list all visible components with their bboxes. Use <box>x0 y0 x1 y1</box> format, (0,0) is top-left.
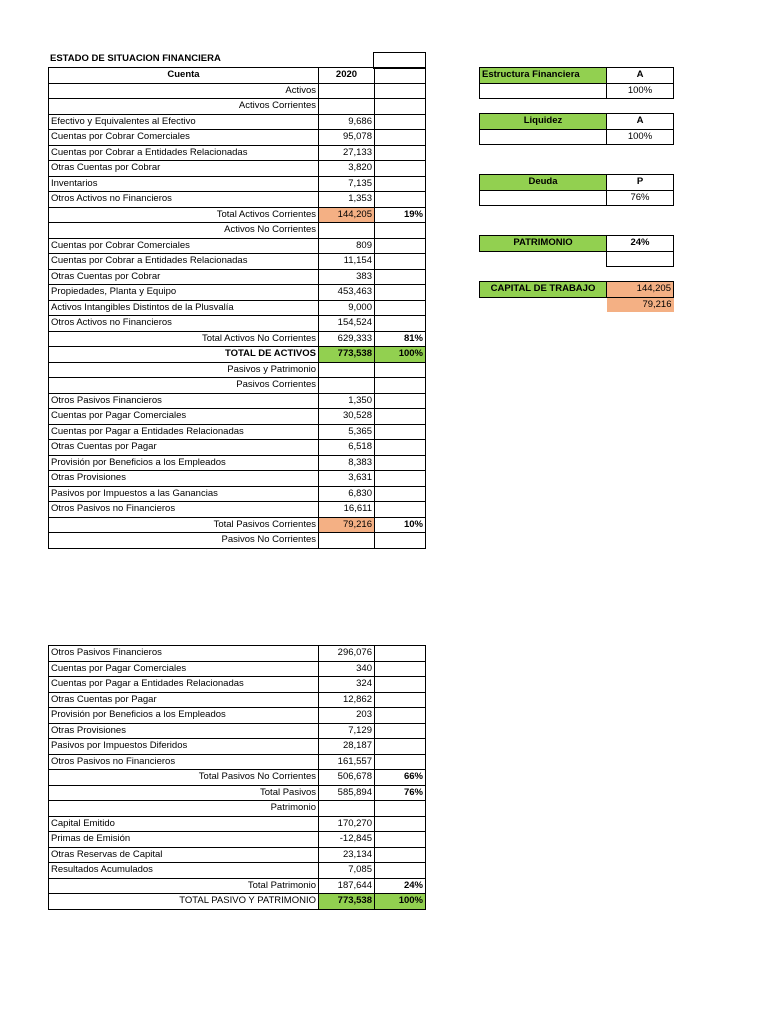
row-label: Otras Cuentas por Pagar <box>49 692 319 708</box>
table-row <box>49 114 426 130</box>
row-percent <box>375 661 426 677</box>
table-row <box>49 692 426 708</box>
row-percent <box>375 502 426 518</box>
estructura-value: 100% <box>607 83 674 99</box>
row-value <box>319 83 375 99</box>
table-row <box>49 801 426 817</box>
row-percent <box>375 378 426 394</box>
row-label: Total Activos Corrientes <box>49 207 319 223</box>
row-value: 3,820 <box>319 161 375 177</box>
row-percent <box>375 393 426 409</box>
row-value: 161,557 <box>319 754 375 770</box>
row-percent <box>375 83 426 99</box>
row-value: -12,845 <box>319 832 375 848</box>
row-percent <box>375 832 426 848</box>
row-percent <box>375 409 426 425</box>
table-row <box>49 99 426 115</box>
row-percent: 100% <box>375 894 426 910</box>
ratio-deuda <box>479 174 674 206</box>
row-value: 16,611 <box>319 502 375 518</box>
row-percent <box>375 486 426 502</box>
table-row <box>49 646 426 662</box>
patrimonio-value: 24% <box>607 236 674 252</box>
table-row <box>49 770 426 786</box>
table-row <box>49 440 426 456</box>
row-percent <box>375 471 426 487</box>
row-value: 585,894 <box>319 785 375 801</box>
row-percent: 76% <box>375 785 426 801</box>
table-row <box>49 393 426 409</box>
table-row <box>49 269 426 285</box>
row-percent <box>375 816 426 832</box>
table-row <box>49 677 426 693</box>
row-value: 324 <box>319 677 375 693</box>
row-percent <box>375 723 426 739</box>
row-label: Propiedades, Planta y Equipo <box>49 285 319 301</box>
row-percent <box>375 754 426 770</box>
estructura-code: A <box>607 68 674 84</box>
table-row <box>49 894 426 910</box>
row-percent <box>375 238 426 254</box>
liquidez-code: A <box>607 114 674 130</box>
capital-label: CAPITAL DE TRABAJO <box>480 282 607 298</box>
row-percent <box>375 863 426 879</box>
row-value: 296,076 <box>319 646 375 662</box>
row-label: Total Patrimonio <box>49 878 319 894</box>
table-row <box>49 83 426 99</box>
row-label: Inventarios <box>49 176 319 192</box>
row-value: 773,538 <box>319 894 375 910</box>
table-row <box>49 832 426 848</box>
row-label: Otras Cuentas por Pagar <box>49 440 319 456</box>
row-value <box>319 801 375 817</box>
row-value: 5,365 <box>319 424 375 440</box>
table-row <box>49 517 426 533</box>
row-percent <box>375 269 426 285</box>
row-label: Activos Corrientes <box>49 99 319 115</box>
table-row <box>49 533 426 549</box>
row-label: Total Pasivos No Corrientes <box>49 770 319 786</box>
row-percent <box>375 130 426 146</box>
row-value: 30,528 <box>319 409 375 425</box>
row-label: Total Pasivos Corrientes <box>49 517 319 533</box>
row-label: Cuentas por Cobrar a Entidades Relacionadas <box>49 145 319 161</box>
row-label: Pasivos por Impuestos Diferidos <box>49 739 319 755</box>
row-label: Efectivo y Equivalentes al Efectivo <box>49 114 319 130</box>
row-label: Cuentas por Pagar Comerciales <box>49 409 319 425</box>
statement-table-top <box>48 67 426 549</box>
row-value: 7,135 <box>319 176 375 192</box>
row-label: Cuentas por Cobrar a Entidades Relacionadas <box>49 254 319 270</box>
row-value: 95,078 <box>319 130 375 146</box>
row-label: Activos <box>49 83 319 99</box>
row-value: 9,686 <box>319 114 375 130</box>
row-label: Activos No Corrientes <box>49 223 319 239</box>
row-percent <box>375 677 426 693</box>
table-row <box>49 708 426 724</box>
row-percent <box>375 161 426 177</box>
row-value: 28,187 <box>319 739 375 755</box>
row-label: Total Pasivos <box>49 785 319 801</box>
row-percent <box>375 145 426 161</box>
row-percent <box>375 424 426 440</box>
row-value: 144,205 <box>319 207 375 223</box>
row-label: Otros Activos no Financieros <box>49 316 319 332</box>
row-label: Cuentas por Pagar a Entidades Relacionadas <box>49 677 319 693</box>
row-label: Otros Pasivos Financieros <box>49 646 319 662</box>
row-percent <box>375 99 426 115</box>
row-value <box>319 378 375 394</box>
table-row <box>49 455 426 471</box>
row-value: 340 <box>319 661 375 677</box>
table-row <box>49 316 426 332</box>
row-value: 383 <box>319 269 375 285</box>
table-row <box>49 254 426 270</box>
table-row <box>49 409 426 425</box>
table-row <box>49 785 426 801</box>
row-percent <box>375 192 426 208</box>
row-label: Otras Reservas de Capital <box>49 847 319 863</box>
table-row <box>49 661 426 677</box>
row-value: 629,333 <box>319 331 375 347</box>
row-label: Resultados Acumulados <box>49 863 319 879</box>
liquidez-value: 100% <box>607 129 674 145</box>
row-value: 23,134 <box>319 847 375 863</box>
row-percent <box>375 254 426 270</box>
row-label: Otras Cuentas por Cobrar <box>49 269 319 285</box>
row-value <box>319 533 375 549</box>
row-value: 12,862 <box>319 692 375 708</box>
statement-table-bottom <box>48 645 426 910</box>
table-row <box>49 238 426 254</box>
table-row <box>49 207 426 223</box>
ratio-liquidez <box>479 113 674 145</box>
row-label: Otras Provisiones <box>49 471 319 487</box>
table-row <box>49 145 426 161</box>
header-row <box>49 68 426 84</box>
table-row <box>49 285 426 301</box>
row-percent: 81% <box>375 331 426 347</box>
table-row <box>49 223 426 239</box>
table-row <box>49 863 426 879</box>
table-row <box>49 486 426 502</box>
row-label: Pasivos por Impuestos a las Ganancias <box>49 486 319 502</box>
row-value: 809 <box>319 238 375 254</box>
row-label: Cuentas por Pagar a Entidades Relacionadas <box>49 424 319 440</box>
row-label: Activos Intangibles Distintos de la Plusvalía <box>49 300 319 316</box>
table-row <box>49 739 426 755</box>
row-value: 6,518 <box>319 440 375 456</box>
ratio-estructura <box>479 67 674 99</box>
table-row <box>49 300 426 316</box>
row-label: Provisión por Beneficios a los Empleados <box>49 708 319 724</box>
ratio-patrimonio <box>479 235 674 267</box>
table-row <box>49 471 426 487</box>
table-row <box>49 331 426 347</box>
row-label: Otros Pasivos no Financieros <box>49 502 319 518</box>
row-value: 506,678 <box>319 770 375 786</box>
row-value: 6,830 <box>319 486 375 502</box>
row-value: 27,133 <box>319 145 375 161</box>
row-label: Otros Pasivos Financieros <box>49 393 319 409</box>
row-percent: 66% <box>375 770 426 786</box>
table-row <box>49 176 426 192</box>
row-label: Pasivos No Corrientes <box>49 533 319 549</box>
row-value: 453,463 <box>319 285 375 301</box>
row-percent <box>375 316 426 332</box>
row-value: 1,353 <box>319 192 375 208</box>
table-row <box>49 816 426 832</box>
row-value: 7,085 <box>319 863 375 879</box>
row-percent: 19% <box>375 207 426 223</box>
table-row <box>49 192 426 208</box>
table-row <box>49 502 426 518</box>
liquidez-label: Liquidez <box>480 114 607 130</box>
row-value: 9,000 <box>319 300 375 316</box>
row-percent <box>375 440 426 456</box>
row-label: Otros Pasivos no Financieros <box>49 754 319 770</box>
row-percent <box>375 114 426 130</box>
patrimonio-label: PATRIMONIO <box>480 236 607 252</box>
deuda-label: Deuda <box>480 175 607 191</box>
row-percent <box>375 646 426 662</box>
deuda-code: P <box>607 175 674 191</box>
row-label: Cuentas por Pagar Comerciales <box>49 661 319 677</box>
row-label: TOTAL PASIVO Y PATRIMONIO <box>49 894 319 910</box>
row-label: Total Activos No Corrientes <box>49 331 319 347</box>
row-label: Cuentas por Cobrar Comerciales <box>49 130 319 146</box>
header-cuenta: Cuenta <box>49 68 319 84</box>
row-value: 8,383 <box>319 455 375 471</box>
capital-value-2: 79,216 <box>607 297 674 312</box>
row-value <box>319 223 375 239</box>
row-percent <box>375 801 426 817</box>
table-row <box>49 754 426 770</box>
table-row <box>49 130 426 146</box>
row-percent <box>375 533 426 549</box>
ratio-capital-trabajo <box>479 281 674 312</box>
row-label: Primas de Emisión <box>49 832 319 848</box>
row-value: 203 <box>319 708 375 724</box>
table-row <box>49 878 426 894</box>
row-percent <box>375 739 426 755</box>
row-value: 187,644 <box>319 878 375 894</box>
row-value: 3,631 <box>319 471 375 487</box>
table-row <box>49 161 426 177</box>
row-label: Capital Emitido <box>49 816 319 832</box>
row-value <box>319 99 375 115</box>
row-value: 79,216 <box>319 517 375 533</box>
row-label: Pasivos y Patrimonio <box>49 362 319 378</box>
row-label: Pasivos Corrientes <box>49 378 319 394</box>
row-label: Otras Cuentas por Cobrar <box>49 161 319 177</box>
row-percent: 24% <box>375 878 426 894</box>
row-label: Patrimonio <box>49 801 319 817</box>
header-year: 2020 <box>319 68 375 84</box>
row-label: Otras Provisiones <box>49 723 319 739</box>
deuda-value: 76% <box>607 190 674 206</box>
table-row <box>49 847 426 863</box>
row-percent <box>375 455 426 471</box>
row-percent <box>375 847 426 863</box>
row-value <box>319 362 375 378</box>
row-value: 154,524 <box>319 316 375 332</box>
table-row <box>49 723 426 739</box>
table-row <box>49 424 426 440</box>
row-percent <box>375 176 426 192</box>
estructura-label: Estructura Financiera <box>480 68 607 84</box>
row-value: 1,350 <box>319 393 375 409</box>
row-percent <box>375 285 426 301</box>
row-value: 7,129 <box>319 723 375 739</box>
row-label: Otros Activos no Financieros <box>49 192 319 208</box>
row-percent: 100% <box>375 347 426 363</box>
row-label: Cuentas por Cobrar Comerciales <box>49 238 319 254</box>
row-label: TOTAL DE ACTIVOS <box>49 347 319 363</box>
row-percent <box>375 708 426 724</box>
table-row <box>49 362 426 378</box>
row-value: 773,538 <box>319 347 375 363</box>
row-percent <box>375 362 426 378</box>
row-value: 170,270 <box>319 816 375 832</box>
row-percent <box>375 692 426 708</box>
capital-value-1: 144,205 <box>607 282 674 298</box>
table-row <box>49 378 426 394</box>
row-percent <box>375 223 426 239</box>
statement-title: ESTADO DE SITUACION FINANCIERA <box>50 53 221 64</box>
table-row <box>49 347 426 363</box>
row-value: 11,154 <box>319 254 375 270</box>
row-label: Provisión por Beneficios a los Empleados <box>49 455 319 471</box>
row-percent: 10% <box>375 517 426 533</box>
row-percent <box>375 300 426 316</box>
